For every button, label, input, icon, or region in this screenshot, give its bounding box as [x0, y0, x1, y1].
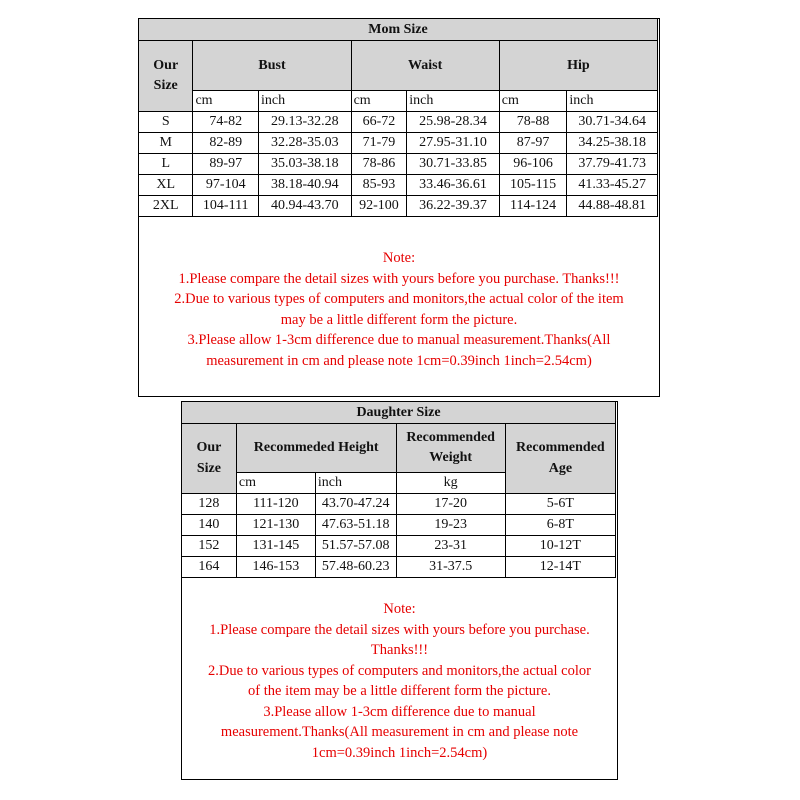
size-cell: S [139, 112, 193, 133]
hip-inch-cell: 37.79-41.73 [567, 154, 658, 175]
size-cell: L [139, 154, 193, 175]
note-line: 1.Please compare the detail sizes with yours before you purchase. [209, 621, 590, 638]
weight-kg-cell: 19-23 [396, 515, 505, 536]
daughter-unit-cell: kg [396, 473, 505, 494]
mom-size-panel [138, 18, 660, 397]
weight-kg-cell: 31-37.5 [396, 557, 505, 578]
size-cell: 140 [182, 515, 237, 536]
age-header: Recommended Age [505, 424, 615, 494]
age-cell: 12-14T [505, 557, 615, 578]
height-cm-cell: 146-153 [236, 557, 315, 578]
bust-cm-cell: 82-89 [193, 133, 259, 154]
note-line: Note: [382, 250, 416, 266]
age-cell: 6-8T [505, 515, 615, 536]
table-row [182, 494, 616, 515]
height-inch-cell: 57.48-60.23 [315, 557, 396, 578]
note-line: measurement in cm and please note 1cm=0.39inch 1inch=2.54cm) [206, 352, 592, 369]
mom-unit-cell: cm [351, 91, 407, 112]
bust-inch-cell: 35.03-38.18 [259, 154, 352, 175]
mom-unit-cell: cm [499, 91, 567, 112]
mom-unit-cell: inch [259, 91, 352, 112]
hip-cm-cell: 87-97 [499, 133, 567, 154]
mom-unit-cell: inch [407, 91, 500, 112]
height-inch-cell: 47.63-51.18 [315, 515, 396, 536]
daughter-size-table [181, 401, 616, 578]
note-line: Note: [383, 601, 416, 617]
mom-hip-header: Hip [499, 41, 657, 91]
note-line: Thanks!!! [370, 642, 429, 658]
size-cell: M [139, 133, 193, 154]
hip-inch-cell: 41.33-45.27 [567, 175, 658, 196]
height-cm-cell: 131-145 [236, 536, 315, 557]
waist-inch-cell: 27.95-31.10 [407, 133, 500, 154]
size-cell: 164 [182, 557, 237, 578]
daughter-size-title: Daughter Size [182, 402, 616, 424]
bust-inch-cell: 40.94-43.70 [259, 196, 352, 217]
daughter-unit-cell: inch [315, 473, 396, 494]
height-inch-cell: 51.57-57.08 [315, 536, 396, 557]
age-cell: 5-6T [505, 494, 615, 515]
mom-waist-header: Waist [351, 41, 499, 91]
waist-cm-cell: 78-86 [351, 154, 407, 175]
hip-cm-cell: 96-106 [499, 154, 567, 175]
hip-inch-cell: 30.71-34.64 [567, 112, 658, 133]
note-line: 3.Please allow 1-3cm difference due to manual [263, 703, 536, 720]
mom-unit-cell: inch [567, 91, 658, 112]
waist-cm-cell: 71-79 [351, 133, 407, 154]
size-cell: 2XL [139, 196, 193, 217]
daughter-our-size-header: Our Size [182, 424, 237, 494]
mom-size-title: Mom Size [139, 19, 658, 41]
note-line: 2.Due to various types of computers and monitors,the actual color of the item [174, 291, 624, 307]
table-row [182, 536, 616, 557]
weight-header: Recommended Weight [396, 424, 505, 473]
height-inch-cell: 43.70-47.24 [315, 494, 396, 515]
height-cm-cell: 111-120 [236, 494, 315, 515]
bust-inch-cell: 32.28-35.03 [259, 133, 352, 154]
waist-inch-cell: 33.46-36.61 [407, 175, 500, 196]
bust-cm-cell: 89-97 [193, 154, 259, 175]
bust-inch-cell: 29.13-32.28 [259, 112, 352, 133]
bust-cm-cell: 104-111 [193, 196, 259, 217]
table-row [139, 154, 658, 175]
bust-cm-cell: 74-82 [193, 112, 259, 133]
weight-kg-cell: 17-20 [396, 494, 505, 515]
bust-cm-cell: 97-104 [193, 175, 259, 196]
hip-cm-cell: 105-115 [499, 175, 567, 196]
waist-inch-cell: 25.98-28.34 [407, 112, 500, 133]
mom-our-size-header: Our Size [139, 41, 193, 112]
mom-size-table [138, 18, 658, 217]
mom-unit-cell: cm [193, 91, 259, 112]
size-cell: 152 [182, 536, 237, 557]
daughter-note [182, 599, 617, 763]
table-row [182, 515, 616, 536]
hip-cm-cell: 114-124 [499, 196, 567, 217]
note-line: may be a little different form the picture. [280, 311, 518, 328]
daughter-unit-cell: cm [236, 473, 315, 494]
age-cell: 10-12T [505, 536, 615, 557]
waist-inch-cell: 36.22-39.37 [407, 196, 500, 217]
mom-bust-header: Bust [193, 41, 351, 91]
note-line: 2.Due to various types of computers and monitors,the actual color [208, 662, 591, 679]
height-cm-cell: 121-130 [236, 515, 315, 536]
bust-inch-cell: 38.18-40.94 [259, 175, 352, 196]
table-row [139, 133, 658, 154]
note-line: 1cm=0.39inch 1inch=2.54cm) [311, 744, 488, 761]
note-line: of the item may be a little different form the picture. [248, 683, 551, 699]
waist-cm-cell: 66-72 [351, 112, 407, 133]
weight-kg-cell: 23-31 [396, 536, 505, 557]
mom-note [139, 248, 659, 371]
daughter-size-panel [181, 401, 618, 780]
waist-inch-cell: 30.71-33.85 [407, 154, 500, 175]
note-line: 1.Please compare the detail sizes with yours before you purchase. Thanks!!! [178, 270, 620, 287]
height-header: Recommeded Height [236, 424, 396, 473]
table-row [139, 112, 658, 133]
waist-cm-cell: 92-100 [351, 196, 407, 217]
hip-inch-cell: 44.88-48.81 [567, 196, 658, 217]
note-line: 3.Please allow 1-3cm difference due to manual measurement.Thanks(All [187, 332, 611, 348]
table-row [139, 196, 658, 217]
hip-inch-cell: 34.25-38.18 [567, 133, 658, 154]
hip-cm-cell: 78-88 [499, 112, 567, 133]
note-line: measurement.Thanks(All measurement in cm and please note [220, 724, 579, 740]
waist-cm-cell: 85-93 [351, 175, 407, 196]
size-cell: 128 [182, 494, 237, 515]
table-row [139, 175, 658, 196]
size-cell: XL [139, 175, 193, 196]
table-row [182, 557, 616, 578]
